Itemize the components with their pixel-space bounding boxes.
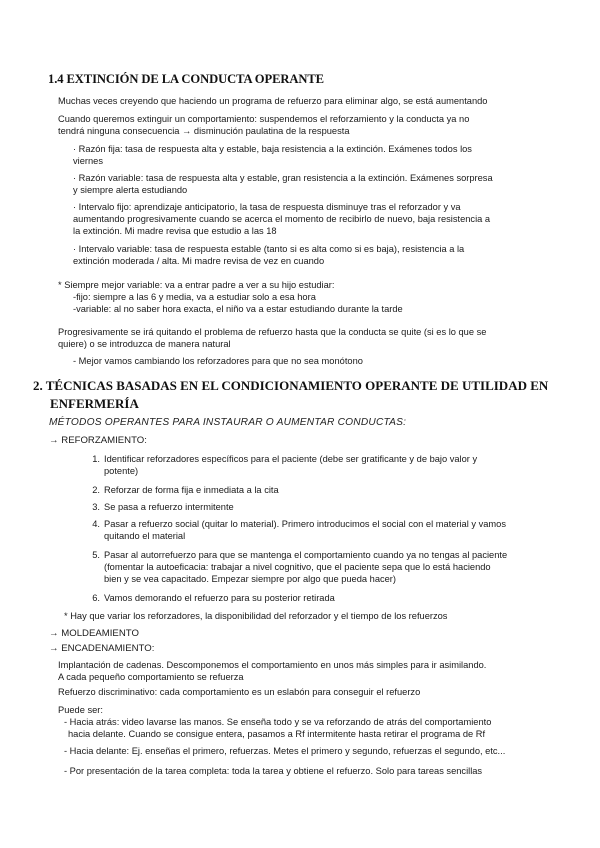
- heading-reforzamiento: → REFORZAMIENTO:: [49, 435, 147, 446]
- step-text: Vamos demorando el refuerzo para su posterior retirada: [104, 593, 335, 603]
- paragraph-progresivamente-line2: quiere) o se introduzca de manera natural: [58, 339, 231, 349]
- paragraph-encadenamiento-line1: Implantación de cadenas. Descomponemos el comportamiento en unos más simples para ir asimilando.: [58, 660, 487, 670]
- bullet-razon-variable-line2: y siempre alerta estudiando: [73, 185, 188, 195]
- paragraph-definition-line2: tendrá ninguna consecuencia → disminución paulatina de la respuesta: [58, 126, 350, 136]
- paragraph-intro: Muchas veces creyendo que haciendo un programa de refuerzo para eliminar algo, se está aumentando: [58, 96, 488, 106]
- step-5-line2: (fomentar la autoeficacia: trabajar a nivel cognitivo, que el paciente sepa que lo está haciendo: [104, 562, 491, 572]
- step-1-line2: potente): [104, 466, 139, 476]
- step-number: 4.: [92, 519, 100, 529]
- step-number: 6.: [92, 593, 100, 603]
- step-4-line2: quitando el material: [104, 531, 186, 541]
- step-6: [86, 592, 335, 604]
- step-text: Pasar a refuerzo social (quitar lo material). Primero introducimos el social con el material y vamos: [104, 519, 506, 529]
- step-number: 5.: [92, 550, 100, 560]
- bullet-razon-fija-line1: · Razón fija: tasa de respuesta alta y estable, baja resistencia a la extinción. Exámenes todos los: [73, 144, 472, 154]
- note-siempre-variable: * Siempre mejor variable: va a entrar padre a ver a su hijo estudiar:: [58, 280, 335, 290]
- bullet-razon-fija-line2: viernes: [73, 156, 103, 166]
- step-3: [86, 501, 234, 513]
- note-fijo: -fijo: siempre a las 6 y media, va a estudiar solo a esa hora: [73, 292, 316, 302]
- option-hacia-atras-line1: - Hacia atrás: video lavarse las manos. Se enseña todo y se va reforzando de atrás del comportamiento: [64, 717, 492, 727]
- step-1: [86, 453, 477, 465]
- section-title-extincion: 1.4 EXTINCIÓN DE LA CONDUCTA OPERANTE: [48, 72, 324, 86]
- bullet-intervalo-fijo-line1: · Intervalo fijo: aprendizaje anticipatorio, la tasa de respuesta disminuye tras el reforzador y va: [73, 202, 461, 212]
- section-title-tecnicas-line2: ENFERMERÍA: [50, 396, 139, 411]
- option-hacia-atras-line2: hacia delante. Cuando se consigue entera, pasamos a Rf intermitente hasta retirar el programa de Rf: [68, 729, 486, 739]
- option-hacia-delante: - Hacia delante: Ej. enseñas el primero, refuerzas. Metes el primero y segundo, refuerzas el segundo, etc...: [64, 746, 506, 756]
- step-number: 2.: [92, 485, 100, 495]
- paragraph-refuerzo-discriminativo: Refuerzo discriminativo: cada comportamiento es un eslabón para conseguir el refuerzo: [58, 687, 421, 697]
- step-5: [86, 549, 507, 561]
- paragraph-definition-line1: Cuando queremos extinguir un comportamiento: suspendemos el reforzamiento y la conducta ya no: [58, 114, 470, 124]
- note-variable: -variable: al no saber hora exacta, el niño va a estar estudiando durante la tarde: [73, 304, 403, 314]
- step-text: Identificar reforzadores específicos para el paciente (debe ser gratificante y de bajo valor y: [104, 454, 478, 464]
- bullet-intervalo-fijo-line2: aumentando progresivamente cuando se acerca el momento de recibirlo de nuevo, baja resistencia a: [73, 214, 491, 224]
- step-2: [86, 484, 279, 496]
- section-title-tecnicas-line1: 2. TÉCNICAS BASADAS EN EL CONDICIONAMIENTO OPERANTE DE UTILIDAD EN: [33, 378, 549, 393]
- bullet-cambiar-reforzadores: - Mejor vamos cambiando los reforzadores para que no sea monótono: [73, 356, 363, 366]
- label-puede-ser: Puede ser:: [58, 705, 103, 715]
- heading-encadenamiento: → ENCADENAMIENTO:: [49, 643, 155, 654]
- step-5-line3: bien y se vea capacitado. Empezar siempre por algo que pueda hacer): [104, 574, 396, 584]
- step-4: [86, 518, 506, 530]
- bullet-razon-variable-line1: · Razón variable: tasa de respuesta alta y estable, gran resistencia a la extinción. Exámenes sorpresa: [73, 173, 493, 183]
- bullet-intervalo-variable-line1: · Intervalo variable: tasa de respuesta estable (tanto si es alta como si es baja), resistencia a la: [73, 244, 465, 254]
- step-number: 1.: [92, 454, 100, 464]
- subtitle-metodos-operantes: MÉTODOS OPERANTES PARA INSTAURAR O AUMENTAR CONDUCTAS:: [49, 417, 407, 428]
- bullet-intervalo-fijo-line3: la extinción. Mi madre revisa que estudio a las 18: [73, 226, 277, 236]
- step-number: 3.: [92, 502, 100, 512]
- paragraph-progresivamente-line1: Progresivamente se irá quitando el problema de refuerzo hasta que la conducta se quite (si es lo que se: [58, 327, 487, 337]
- paragraph-encadenamiento-line2: A cada pequeño comportamiento se refuerza: [58, 672, 244, 682]
- step-text: Pasar al autorrefuerzo para que se mantenga el comportamiento cuando ya no tengas al paciente: [104, 550, 508, 560]
- bullet-intervalo-variable-line2: extinción moderada / alta. Mi madre revisa de vez en cuando: [73, 256, 325, 266]
- note-variar-reforzadores: * Hay que variar los reforzadores, la disponibilidad del reforzador y el tiempo de los refuerzos: [64, 611, 448, 621]
- heading-moldeamiento: → MOLDEAMIENTO: [49, 628, 139, 639]
- option-tarea-completa: - Por presentación de la tarea completa: toda la tarea y obtiene el refuerzo. Solo para tareas sencillas: [64, 766, 483, 776]
- step-text: Se pasa a refuerzo intermitente: [104, 502, 234, 512]
- step-text: Reforzar de forma fija e inmediata a la cita: [104, 485, 279, 495]
